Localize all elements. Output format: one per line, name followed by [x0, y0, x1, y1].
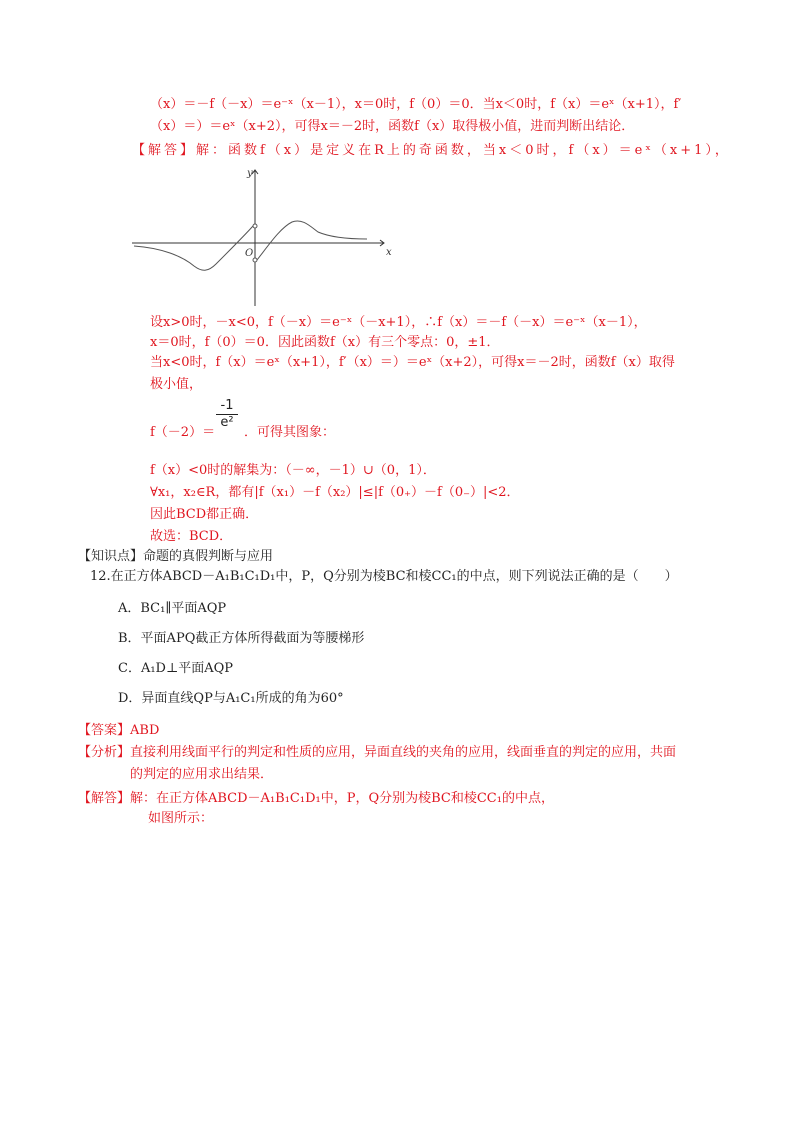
analysis-12-line-1: 【分析】直接利用线面平行的判定和性质的应用，异面直线的夹角的应用，线面垂直的判定的应用，共面 — [78, 745, 677, 760]
origin-label: O — [245, 248, 254, 259]
curve-left-branch — [134, 226, 253, 270]
conclusion-line-3: 因此BCD都正确． — [150, 507, 259, 522]
conclusion-line-2: ∀x₁，x₂∈R，都有|f（x₁）－f（x₂）|≤|f（0₊）－f（0₋）|<2． — [150, 485, 520, 500]
analysis-line-2: （x）＝）＝eˣ（x+2），可得x＝－2时，函数f（x）取得极小值，进而判断出结论． — [150, 119, 635, 134]
option-c: C．A₁D⊥平面AQP — [118, 661, 233, 676]
knowledge-point: 【知识点】命题的真假判断与应用 — [78, 549, 274, 564]
open-point-upper — [253, 224, 257, 228]
min-value-suffix: ．可得其图象： — [244, 425, 336, 440]
y-axis-label: y — [247, 168, 253, 179]
step-line-2: x＝0时，f（0）＝0．因此函数f（x）有三个零点：0，±1． — [150, 335, 500, 350]
option-b: B．平面APQ截正方体所得截面为等腰梯形 — [118, 631, 365, 646]
fraction-denominator: e² — [220, 415, 234, 430]
step-line-1: 设x>0时，－x<0，f（－x）＝e⁻ˣ（－x+1），∴f（x）＝－f（－x）＝e⁻ˣ（x－1）， — [150, 315, 647, 330]
solution-12-line-1: 【解答】解：在正方体ABCD－A₁B₁C₁D₁中，P，Q分别为棱BC和棱CC₁的中点， — [78, 791, 554, 806]
curve-right-branch — [257, 221, 367, 260]
conclusion-line-4: 故选：BCD． — [150, 529, 233, 544]
conclusion-line-1: f（x）<0时的解集为：（－∞，－1）∪（0，1）． — [150, 463, 436, 478]
option-a: A．BC₁∥平面AQP — [118, 601, 227, 616]
open-point-lower — [253, 258, 257, 262]
function-graph — [132, 166, 402, 308]
analysis-12-line-2: 的判定的应用求出结果． — [130, 767, 274, 782]
min-value-prefix: f（－2）＝ — [150, 425, 216, 440]
step-line-4: 极小值， — [150, 377, 203, 392]
solution-12-line-2: 如图所示： — [148, 811, 214, 826]
min-value-fraction — [214, 398, 240, 431]
x-axis-label: x — [386, 247, 392, 258]
fraction-numerator: -1 — [220, 398, 234, 413]
solution-head: 【解答】解：函数f（x）是定义在R上的奇函数，当x＜0时，f（x）＝eˣ（x+1）， — [132, 143, 731, 158]
option-d: D．异面直线QP与A₁C₁所成的角为60° — [118, 691, 344, 706]
analysis-line-1: （x）＝－f（－x）＝e⁻ˣ（x－1），x＝0时，f（0）＝0．当x＜0时，f（x）＝eˣ（x+1），f′ — [150, 97, 682, 112]
step-line-3: 当x<0时，f（x）＝eˣ（x+1），f′（x）＝）＝eˣ（x+2），可得x＝－2时，函数f（x）取得 — [150, 355, 675, 370]
answer: 【答案】ABD — [78, 723, 160, 738]
question-12: 12.在正方体ABCD－A₁B₁C₁D₁中，P，Q分别为棱BC和棱CC₁的中点，则下列说法正确的是（ ） — [90, 569, 678, 584]
